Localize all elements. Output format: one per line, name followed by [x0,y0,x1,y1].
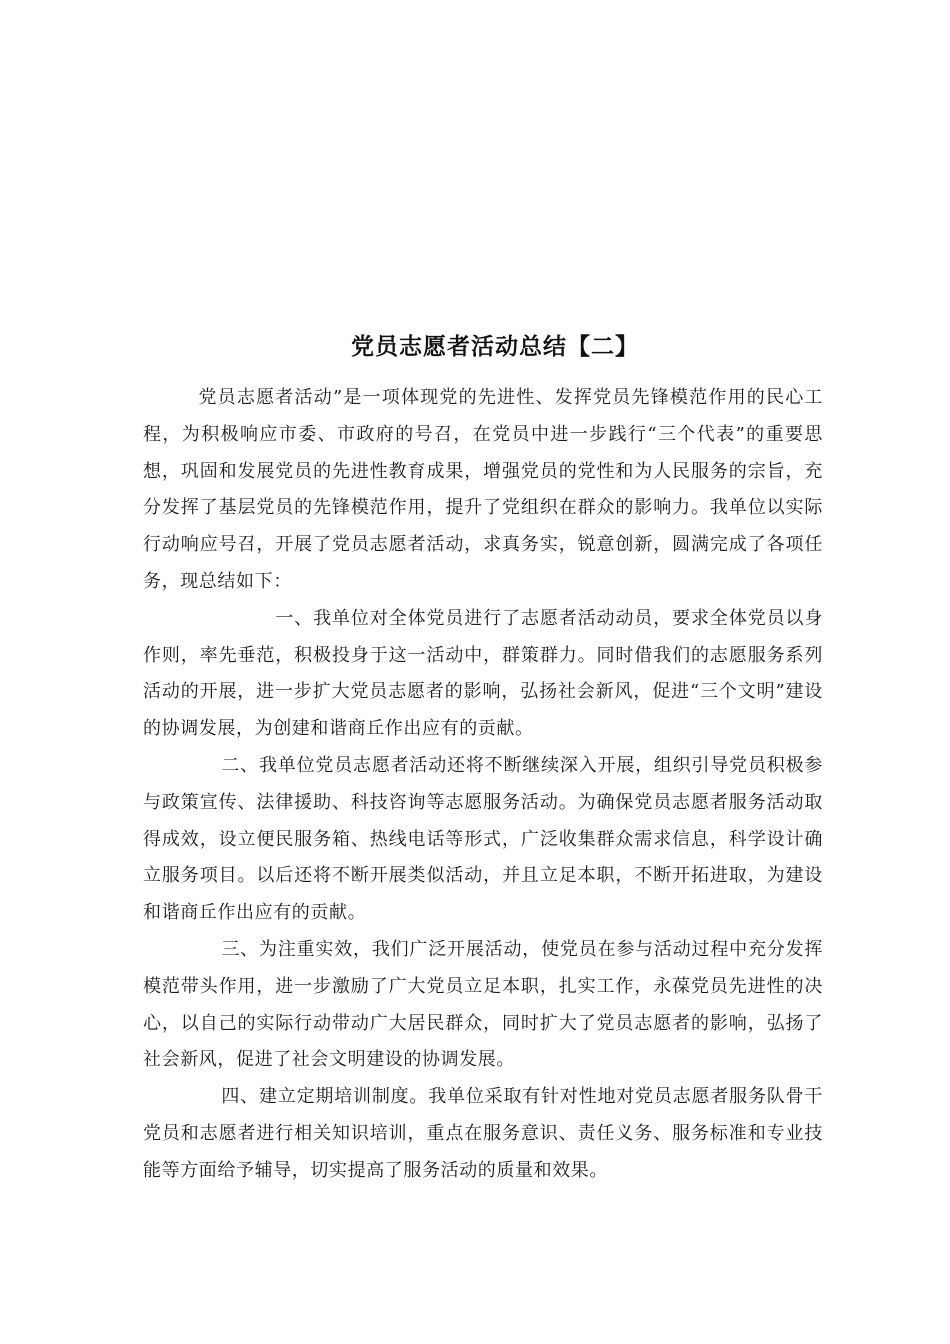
paragraph-section-3: 三、为注重实效，我们广泛开展活动，使党员在参与活动过程中充分发挥模范带头作用，进一步激励了广大党员立足本职，扎实工作，永葆党员先进性的决心，以自己的实际行动带动广大居民群众，同时扩大了党员志愿者的影响，弘扬了社会新风，促进了社会文明建设的协调发展。 [143,938,823,1071]
paragraph-section-4: 四、建立定期培训制度。我单位采取有针对性地对党员志愿者服务队骨干党员和志愿者进行相关知识培训，重点在服务意识、责任义务、服务标准和专业技能等方面给予辅导，切实提高了服务活动的质量和效果。 [143,1086,823,1181]
paragraph-section-1: 一、我单位对全体党员进行了志愿者活动动员，要求全体党员以身作则，率先垂范，积极投身于这一活动中，群策群力。同时借我们的志愿服务系列活动的开展，进一步扩大党员志愿者的影响，弘扬社会新风，促进“三个文明”建设的协调发展，为创建和谐商丘作出应有的贡献。 [143,607,823,740]
paragraph-intro: 党员志愿者活动”是一项体现党的先进性、发挥党员先锋模范作用的民心工程，为积极响应市委、市政府的号召，在党员中进一步践行“三个代表”的重要思想，巩固和发展党员的先进性教育成果，增强党员的党性和为人民服务的宗旨，充分发挥了基层党员的先锋模范作用，提升了党组织在群众的影响力。我单位以实际行动响应号召，开展了党员志愿者活动，求真务实，锐意创新，圆满完成了各项任务，现总结如下： [143,387,824,592]
paragraph-section-2: 二、我单位党员志愿者活动还将不断继续深入开展，组织引导党员积极参与政策宣传、法律援助、科技咨询等志愿服务活动。为确保党员志愿者服务活动取得成效，设立便民服务箱、热线电话等形式，广泛收集群众需求信息，科学设计确立服务项目。以后还将不断开展类似活动，并且立足本职，不断开拓进取，为建设和谐商丘作出应有的贡献。 [143,754,823,924]
document-title: 党员志愿者活动总结【二】 [351,334,639,360]
document-body [143,380,823,1190]
